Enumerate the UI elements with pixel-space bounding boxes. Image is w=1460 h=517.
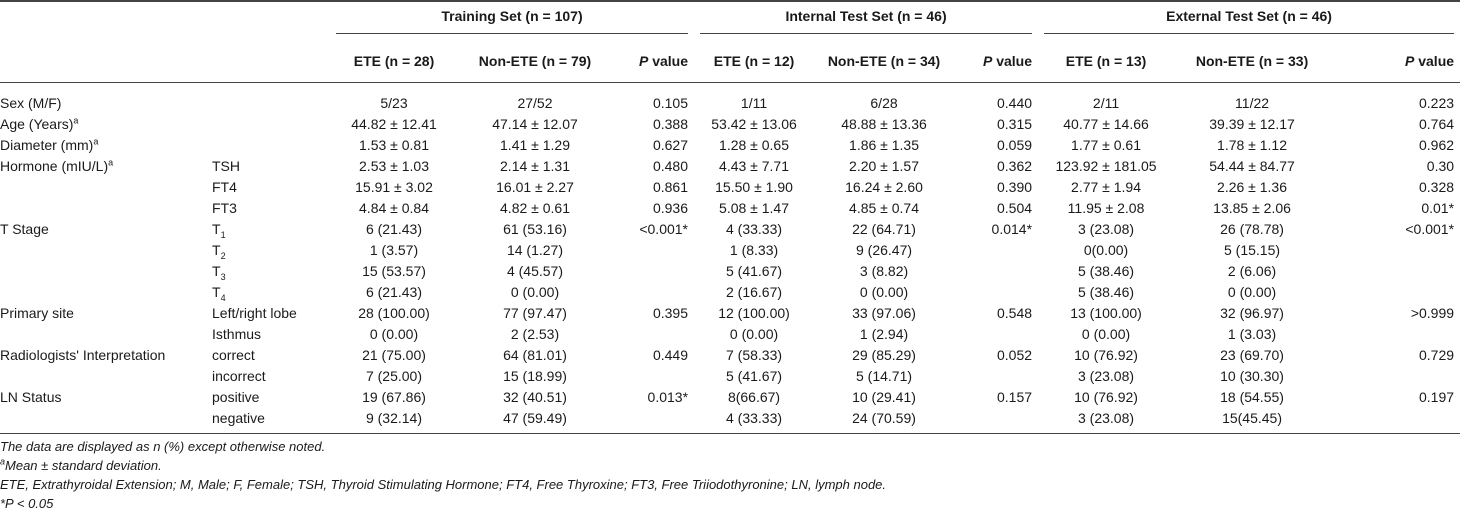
row-label (0, 135, 210, 156)
cell-training-p-value: 0.395 (652, 305, 689, 321)
cell-internal-p-value: 0.052 (996, 347, 1033, 363)
cell-internal-non-ete: 10 (29.41) (852, 389, 916, 405)
cell-internal-p-value (954, 240, 1038, 261)
cell-external-p-value: 0.01* (1421, 200, 1455, 216)
footnote-marker: a (108, 157, 114, 168)
group-header-internal-label: Internal Test Set (n = 46) (700, 8, 1032, 34)
cell-internal-non-ete: 2.20 ± 1.57 (849, 158, 919, 174)
row-label-text: Age (Years) (0, 116, 74, 132)
group-header-external-label: External Test Set (n = 46) (1044, 8, 1454, 34)
cell-training-non-ete: 4 (45.57) (506, 263, 564, 279)
col-header-internal-p-value (954, 40, 1038, 83)
cell-training-non-ete: 14 (1.27) (506, 242, 564, 258)
row-sublabel (210, 114, 330, 135)
cell-training-non-ete: 16.01 ± 2.27 (496, 179, 574, 195)
cell-training-p-value: <0.001* (639, 221, 689, 237)
group-header-internal (694, 1, 1038, 40)
cell-external-non-ete: 23 (69.70) (1220, 347, 1284, 363)
cell-internal-non-ete: 29 (85.29) (852, 347, 916, 363)
stage-subscript: 1 (220, 229, 226, 240)
cell-external-p-value (1330, 408, 1460, 434)
p-value-suffix: value (992, 52, 1033, 69)
row-sublabel-text: FT4 (212, 179, 237, 195)
row-sublabel (210, 219, 330, 240)
cell-training-non-ete: 47.14 ± 12.07 (492, 116, 578, 132)
row-label (0, 177, 210, 198)
row-sublabel-text: TSH (212, 158, 240, 174)
cell-external-non-ete: 39.39 ± 12.17 (1209, 116, 1295, 132)
cell-external-non-ete: 2.26 ± 1.36 (1217, 179, 1288, 195)
cell-external-non-ete: 18 (54.55) (1220, 389, 1284, 405)
table-row (0, 135, 1460, 156)
row-sublabel-text: T (212, 221, 221, 237)
cell-internal-ete: 1 (8.33) (729, 242, 779, 258)
row-sublabel-text: positive (212, 389, 260, 405)
footnote-display-format: The data are displayed as n (%) except otherwise noted. (0, 439, 326, 454)
cell-external-non-ete: 10 (30.30) (1220, 368, 1284, 384)
cell-external-ete: 2/11 (1092, 95, 1120, 111)
row-label-text: Radiologists' Interpretation (0, 347, 166, 363)
table-row (0, 198, 1460, 219)
cell-external-ete: 5 (38.46) (1078, 263, 1135, 279)
cell-external-non-ete: 1 (3.03) (1227, 326, 1277, 342)
cell-external-ete: 3 (23.08) (1078, 221, 1135, 237)
stage-subscript: 2 (220, 250, 226, 261)
cell-internal-p-value: 0.059 (996, 137, 1033, 153)
cell-training-p-value: 0.936 (652, 200, 689, 216)
cell-internal-p-value (954, 324, 1038, 345)
row-label-text: LN Status (0, 389, 62, 405)
cell-external-p-value: 0.764 (1419, 116, 1455, 132)
cell-training-p-value: 0.627 (652, 137, 689, 153)
cell-internal-p-value: 0.440 (996, 95, 1033, 111)
cell-internal-ete: 2 (16.67) (725, 284, 783, 300)
cell-training-ete: 1 (3.57) (369, 242, 419, 258)
row-sublabel-text: Isthmus (212, 326, 262, 342)
row-label (0, 219, 210, 240)
group-header-external (1038, 1, 1460, 40)
footnote-abbreviations: ETE, Extrathyroidal Extension; M, Male; F, Female; TSH, Thyroid Stimulating Hormone; FT4, Free Thyroxine; FT3, Free Triiodothyronine; LN, lymph node. (0, 477, 887, 492)
cell-external-p-value (1330, 282, 1460, 303)
cell-internal-non-ete: 9 (26.47) (855, 242, 913, 258)
cell-training-ete: 4.84 ± 0.84 (359, 200, 429, 216)
cell-external-non-ete: 11/22 (1235, 95, 1270, 111)
table-row (0, 177, 1460, 198)
cell-external-non-ete: 26 (78.78) (1220, 221, 1284, 237)
row-sublabel (210, 198, 330, 219)
table-row (0, 345, 1460, 366)
row-label-text: Diameter (mm) (0, 137, 94, 153)
row-sublabel-text: incorrect (212, 368, 266, 384)
stage-subscript: 4 (220, 292, 226, 303)
cell-external-ete: 123.92 ± 181.05 (1055, 158, 1157, 174)
cell-training-p-value: 0.105 (652, 95, 689, 111)
cell-internal-ete: 4 (33.33) (725, 221, 783, 237)
table-row (0, 83, 1460, 115)
cell-external-ete: 11.95 ± 2.08 (1067, 200, 1145, 216)
cell-training-ete: 7 (25.00) (365, 368, 423, 384)
cell-internal-non-ete: 1 (2.94) (859, 326, 909, 342)
row-sublabel-text: T (212, 263, 221, 279)
cell-internal-ete: 1.28 ± 0.65 (719, 137, 789, 153)
col-header-external-p-value (1330, 40, 1460, 83)
row-label (0, 408, 210, 434)
cell-external-p-value: 0.197 (1419, 389, 1455, 405)
footnote-marker: a (0, 456, 6, 467)
row-sublabel (210, 83, 330, 115)
cell-training-non-ete: 47 (59.49) (458, 408, 612, 434)
col-header-external-ete: ETE (n = 13) (1038, 40, 1174, 83)
cell-training-p-value: 0.013* (647, 389, 689, 405)
footnote-marker: a (93, 136, 99, 147)
cell-training-p-value: 0.861 (652, 179, 689, 195)
cell-external-non-ete: 5 (15.15) (1224, 242, 1281, 258)
cell-external-p-value: 0.328 (1419, 179, 1455, 195)
cell-external-p-value: 0.729 (1419, 347, 1455, 363)
p-italic: P (638, 52, 649, 69)
cell-training-p-value (612, 366, 694, 387)
footnote-significance: *P < 0.05 (0, 496, 54, 511)
cell-internal-p-value: 0.362 (996, 158, 1033, 174)
cell-external-ete: 10 (76.92) (1074, 389, 1138, 405)
table-row (0, 324, 1460, 345)
cell-internal-p-value: 0.014* (991, 221, 1033, 237)
p-value-suffix: value (648, 52, 689, 69)
cell-training-non-ete: 61 (53.16) (503, 221, 567, 237)
row-label (0, 366, 210, 387)
table-row (0, 219, 1460, 240)
row-label-text: Sex (M/F) (0, 95, 62, 111)
cell-internal-ete: 4 (33.33) (694, 408, 814, 434)
cell-internal-p-value (954, 366, 1038, 387)
cell-external-ete: 1.77 ± 0.61 (1071, 137, 1142, 153)
group-header-training (330, 1, 694, 40)
cell-external-non-ete: 2 (6.06) (1227, 263, 1277, 279)
col-header-internal-ete: ETE (n = 12) (694, 40, 814, 83)
row-sublabel-text: T (212, 284, 221, 300)
row-sublabel (210, 261, 330, 282)
row-sublabel (210, 135, 330, 156)
p-italic: P (982, 52, 993, 69)
table-body (0, 83, 1460, 434)
row-label-text: Primary site (0, 305, 74, 321)
cell-training-p-value: 0.480 (652, 158, 689, 174)
cell-training-ete: 15.91 ± 3.02 (355, 179, 433, 195)
row-sublabel (210, 324, 330, 345)
row-label (0, 198, 210, 219)
cell-training-non-ete: 64 (81.01) (503, 347, 567, 363)
col-header-internal-non-ete: Non-ETE (n = 34) (814, 40, 954, 83)
cell-external-ete: 2.77 ± 1.94 (1071, 179, 1142, 195)
cell-internal-non-ete: 4.85 ± 0.74 (849, 200, 919, 216)
footnote-mean-sd (0, 456, 1460, 475)
cell-internal-p-value: 0.548 (996, 305, 1033, 321)
table-footnotes (0, 437, 1460, 513)
row-sublabel-text: correct (212, 347, 255, 363)
cell-training-non-ete: 0 (0.00) (510, 284, 560, 300)
cell-internal-non-ete: 24 (70.59) (814, 408, 954, 434)
table-row (0, 366, 1460, 387)
row-label (0, 156, 210, 177)
cell-external-p-value: <0.001* (1405, 221, 1455, 237)
cell-internal-non-ete: 33 (97.06) (852, 305, 916, 321)
cell-external-ete: 5 (38.46) (1078, 284, 1135, 300)
cell-external-p-value (1330, 240, 1460, 261)
cell-external-ete: 40.77 ± 14.66 (1063, 116, 1149, 132)
row-sublabel (210, 240, 330, 261)
cell-training-p-value (612, 324, 694, 345)
cell-internal-p-value: 0.390 (996, 179, 1033, 195)
table-row (0, 387, 1460, 408)
cell-training-p-value (612, 408, 694, 434)
cell-internal-ete: 1/11 (740, 95, 768, 111)
cell-internal-ete: 5 (41.67) (725, 368, 783, 384)
cell-training-ete: 15 (53.57) (362, 263, 426, 279)
cell-external-ete: 3 (23.08) (1038, 408, 1174, 434)
cell-external-p-value (1330, 261, 1460, 282)
cell-training-ete: 6 (21.43) (365, 284, 423, 300)
table-row (0, 303, 1460, 324)
table-row (0, 114, 1460, 135)
cell-internal-p-value: 0.504 (996, 200, 1033, 216)
cell-external-p-value (1330, 366, 1460, 387)
col-header-training-p-value (612, 40, 694, 83)
row-label (0, 303, 210, 324)
col-header-external-non-ete: Non-ETE (n = 33) (1174, 40, 1330, 83)
cell-external-non-ete: 54.44 ± 84.77 (1209, 158, 1295, 174)
cell-internal-ete: 7 (58.33) (725, 347, 783, 363)
p-value-suffix: value (1414, 52, 1455, 69)
cell-training-ete: 1.53 ± 0.81 (359, 137, 429, 153)
row-sublabel (210, 177, 330, 198)
group-header-blank (0, 1, 330, 40)
cell-training-p-value (612, 261, 694, 282)
row-sublabel (210, 387, 330, 408)
row-sublabel-text: negative (212, 410, 265, 426)
row-label (0, 282, 210, 303)
cell-training-ete: 0 (0.00) (369, 326, 419, 342)
cell-internal-non-ete: 0 (0.00) (859, 284, 909, 300)
cell-internal-p-value: 0.157 (996, 389, 1033, 405)
cell-external-non-ete: 0 (0.00) (1227, 284, 1277, 300)
cell-external-p-value: 0.962 (1419, 137, 1455, 153)
col-header-training-ete: ETE (n = 28) (330, 40, 458, 83)
cell-internal-ete: 0 (0.00) (729, 326, 779, 342)
row-label (0, 345, 210, 366)
cell-internal-ete: 4.43 ± 7.71 (719, 158, 789, 174)
row-label (0, 261, 210, 282)
row-label (0, 83, 210, 115)
table-row (0, 156, 1460, 177)
row-sublabel (210, 303, 330, 324)
cell-internal-non-ete: 22 (64.71) (852, 221, 916, 237)
cell-external-non-ete: 15(45.45) (1174, 408, 1330, 434)
sub-header-row (0, 40, 1460, 83)
cell-training-ete: 2.53 ± 1.03 (359, 158, 429, 174)
cell-training-ete: 6 (21.43) (365, 221, 423, 237)
cell-training-non-ete: 1.41 ± 1.29 (500, 137, 570, 153)
cell-training-non-ete: 4.82 ± 0.61 (500, 200, 570, 216)
cell-internal-non-ete: 5 (14.71) (855, 368, 913, 384)
cell-training-non-ete: 15 (18.99) (503, 368, 567, 384)
cell-training-p-value: 0.449 (652, 347, 689, 363)
cell-internal-non-ete: 16.24 ± 2.60 (845, 179, 923, 195)
group-header-row (0, 1, 1460, 40)
cell-training-non-ete: 32 (40.51) (503, 389, 567, 405)
sub-header-blank (0, 40, 330, 83)
row-sublabel (210, 282, 330, 303)
cell-internal-ete: 5.08 ± 1.47 (719, 200, 789, 216)
cell-internal-p-value (954, 261, 1038, 282)
cell-external-ete: 10 (76.92) (1074, 347, 1138, 363)
cell-internal-ete: 12 (100.00) (718, 305, 790, 321)
cell-internal-non-ete: 48.88 ± 13.36 (841, 116, 927, 132)
row-sublabel (210, 366, 330, 387)
cell-training-ete: 9 (32.14) (330, 408, 458, 434)
p-italic: P (1405, 52, 1415, 69)
row-label-text: Hormone (mIU/L) (0, 158, 109, 174)
cell-external-ete: 0 (0.00) (1081, 326, 1131, 342)
cell-training-ete: 21 (75.00) (362, 347, 426, 363)
cell-training-ete: 19 (67.86) (362, 389, 426, 405)
cell-internal-ete: 15.50 ± 1.90 (715, 179, 793, 195)
cell-training-non-ete: 27/52 (517, 95, 553, 111)
cell-external-p-value (1330, 324, 1460, 345)
cell-external-ete: 0(0.00) (1083, 242, 1129, 258)
cell-training-ete: 28 (100.00) (358, 305, 430, 321)
cell-internal-non-ete: 6/28 (870, 95, 898, 111)
cell-internal-ete: 5 (41.67) (725, 263, 783, 279)
footnote-marker: a (73, 115, 79, 126)
group-header-training-label: Training Set (n = 107) (336, 8, 688, 34)
cell-external-p-value: >0.999 (1410, 305, 1455, 321)
cell-internal-ete: 8(66.67) (727, 389, 781, 405)
row-sublabel (210, 345, 330, 366)
footnote-mean-sd-text: Mean ± standard deviation. (5, 458, 162, 473)
row-sublabel (210, 156, 330, 177)
cell-external-ete: 3 (23.08) (1078, 368, 1135, 384)
cell-internal-non-ete: 1.86 ± 1.35 (849, 137, 919, 153)
cell-internal-p-value: 0.315 (996, 116, 1033, 132)
cell-external-non-ete: 32 (96.97) (1220, 305, 1284, 321)
row-sublabel-text: T (212, 242, 221, 258)
cell-training-ete: 5/23 (380, 95, 408, 111)
cell-internal-ete: 53.42 ± 13.06 (711, 116, 797, 132)
cell-external-p-value: 0.223 (1419, 95, 1455, 111)
cell-training-p-value (612, 240, 694, 261)
cell-training-non-ete: 2.14 ± 1.31 (500, 158, 570, 174)
row-label (0, 387, 210, 408)
row-label (0, 114, 210, 135)
cell-internal-p-value (954, 282, 1038, 303)
table-row (0, 261, 1460, 282)
table-row (0, 282, 1460, 303)
row-sublabel-text: Left/right lobe (212, 305, 297, 321)
row-label (0, 240, 210, 261)
cell-training-non-ete: 77 (97.47) (503, 305, 567, 321)
cell-external-p-value: 0.30 (1426, 158, 1455, 174)
cell-internal-p-value (954, 408, 1038, 434)
cell-external-non-ete: 13.85 ± 2.06 (1213, 200, 1291, 216)
row-label (0, 324, 210, 345)
cell-external-non-ete: 1.78 ± 1.12 (1217, 137, 1288, 153)
cell-training-ete: 44.82 ± 12.41 (351, 116, 437, 132)
row-label-text: T Stage (0, 221, 49, 237)
table-row (0, 240, 1460, 261)
cell-training-non-ete: 2 (2.53) (510, 326, 560, 342)
row-sublabel (210, 408, 330, 434)
row-sublabel-text: FT3 (212, 200, 237, 216)
table-row (0, 408, 1460, 434)
cell-training-p-value (612, 282, 694, 303)
cell-external-ete: 13 (100.00) (1070, 305, 1142, 321)
cell-internal-non-ete: 3 (8.82) (859, 263, 909, 279)
cell-training-p-value: 0.388 (652, 116, 689, 132)
col-header-training-non-ete: Non-ETE (n = 79) (458, 40, 612, 83)
stage-subscript: 3 (220, 271, 226, 282)
